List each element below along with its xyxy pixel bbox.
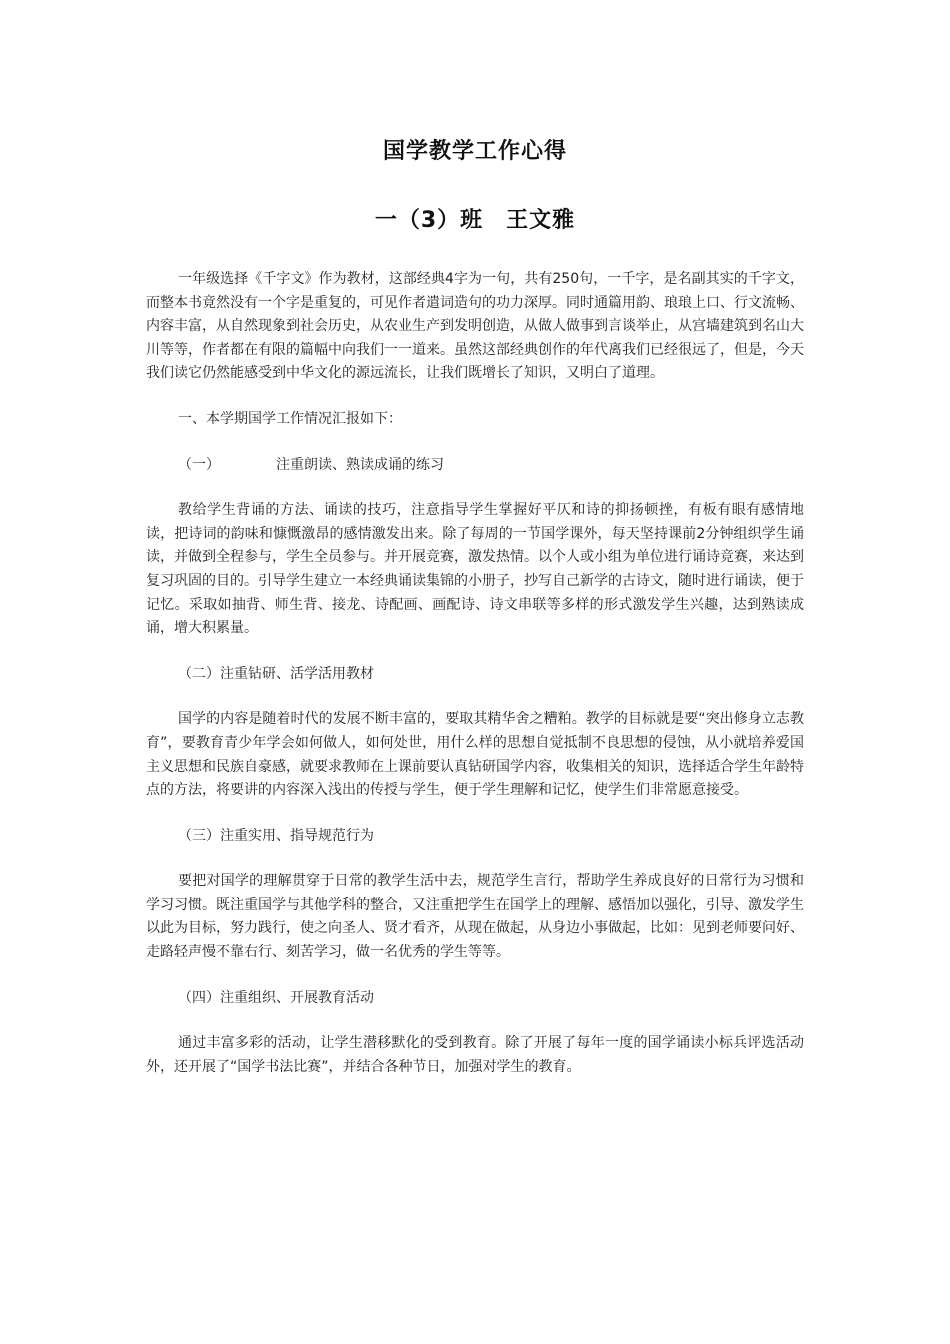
item1-paragraph: 教给学生背诵的方法、诵读的技巧，注意指导学生掌握好平仄和诗的抑扬顿挫，有板有眼有感情地读，把诗词的韵味和慷慨激昂的感情激发出来。除了每周的一节国学课外，每天坚持课前2分钟组织学生诵读，并做到全程参与，学生全员参与。并开展竞赛，激发热情。以个人或小组为单位进行诵诗竞赛，来达到复习巩固的目的。引导学生建立一本经典诵读集锦的小册子，抄写自己新学的古诗文，随时进行诵读，便于记忆。采取如抽背、师生背、接龙、诗配画、画配诗、诗文串联等多样的形式激发学生兴趣，达到熟读成诵，增大积累量。 [146, 502, 804, 637]
intro-paragraph: 一年级选择《千字文》作为教材，这部经典4字为一句，共有250句，一千字，是名副其实的千字文，而整本书竟然没有一个字是重复的，可见作者遣词造句的功力深厚。同时通篇用韵、琅琅上口、行文流畅、内容丰富，从自然现象到社会历史，从农业生产到发明创造，从做人做事到言谈举止，从宫墙建筑到名山大川等等，作者都在有限的篇幅中向我们一一道来。虽然这部经典创作的年代离我们已经很远了，但是，今天我们读它仍然能感受到中华文化的源远流长，让我们既增长了知识，又明白了道理。 [146, 271, 804, 382]
item2-paragraph: 国学的内容是随着时代的发展不断丰富的，要取其精华舍之糟粕。教学的目标就是要“突出修身立志教育”，要教育青少年学会如何做人，如何处世，用什么样的思想自觉抵制不良思想的侵蚀，从小就培养爱国主义思想和民族自豪感，就要求教师在上课前要认真钻研国学内容，收集相关的知识，选择适合学生年龄特点的方法，将要讲的内容深入浅出的传授与学生，便于学生理解和记忆，使学生们非常愿意接受。 [146, 711, 804, 799]
item1-number: （一） [178, 456, 220, 473]
document-subtitle: 一（3）班 王文雅 [374, 208, 576, 233]
item3-paragraph: 要把对国学的理解贯穿于日常的教学生活中去，规范学生言行，帮助学生养成良好的日常行为习惯和学习习惯。既注重国学与其他学科的整合，又注重把学生在国学上的理解、感悟加以强化，引导、激发学生以此为目标，努力践行，使之向圣人、贤才看齐，从现在做起，从身边小事做起，比如：见到老师要问好、走路轻声慢不靠右行、刻苦学习，做一名优秀的学生等等。 [146, 873, 804, 961]
document-body [146, 268, 804, 1101]
section-heading: 一、本学期国学工作情况汇报如下： [178, 410, 402, 427]
document-title: 国学教学工作心得 [382, 139, 567, 164]
item1-heading [146, 454, 804, 478]
item4-heading: （四）注重组织、开展教育活动 [178, 989, 374, 1006]
item1-title: 注重朗读、熟读成诵的练习 [276, 456, 444, 473]
item2-heading: （二）注重钻研、活学活用教材 [178, 665, 374, 682]
item3-heading: （三）注重实用、指导规范行为 [178, 827, 374, 844]
item4-paragraph: 通过丰富多彩的活动，让学生潜移默化的受到教育。除了开展了每年一度的国学诵读小标兵评选活动外，还开展了“国学书法比赛”，并结合各种节日，加强对学生的教育。 [146, 1035, 804, 1075]
